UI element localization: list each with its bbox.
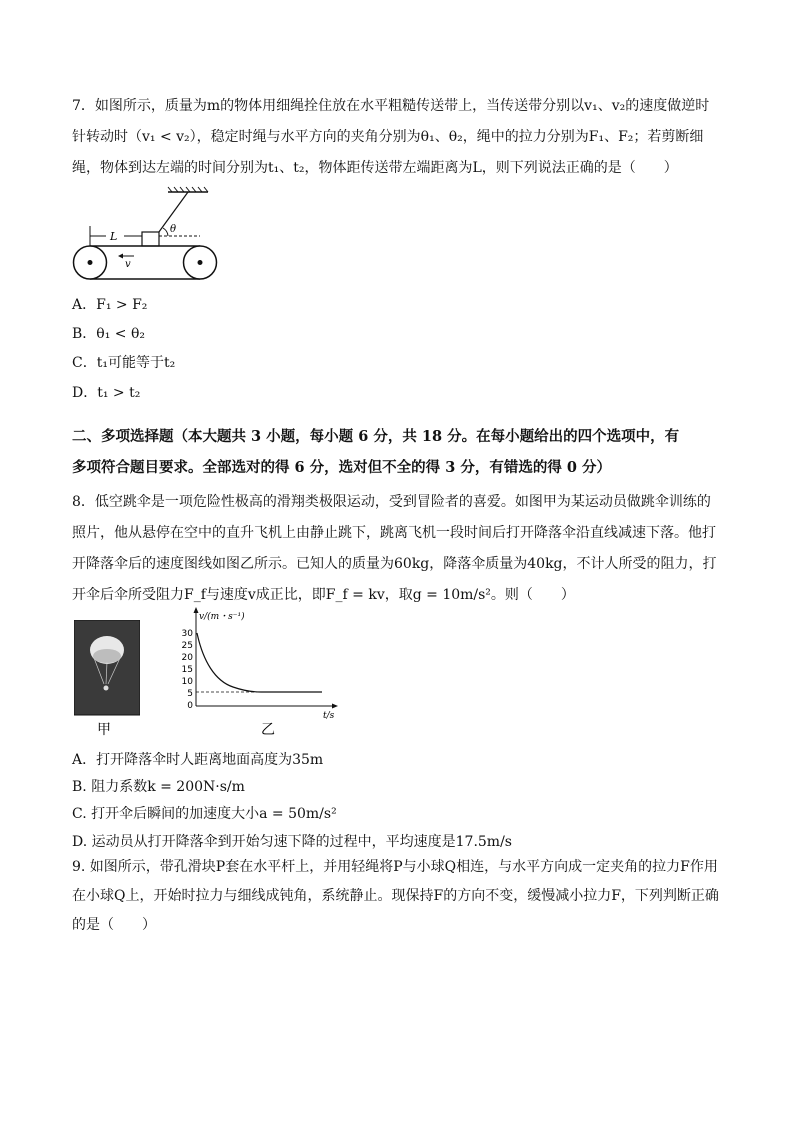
- graph-xlabel: t/s: [323, 711, 335, 721]
- y-tick-30: 30: [181, 629, 193, 639]
- q8-option-c: C. 打开伞后瞬间的加速度大小a = 50m/s²: [72, 806, 337, 822]
- y-tick-5: 5: [187, 689, 193, 699]
- q9-line-1: 9. 如图所示，带孔滑块P套在水平杆上，并用轻绳将P与小球Q相连，与水平方向成一定夹角的拉力F作用: [72, 859, 718, 875]
- parachute-photo: [74, 620, 140, 738]
- y-tick-0: 0: [187, 701, 193, 711]
- q9-line-3: 的是（ ）: [72, 917, 156, 933]
- theta-label: θ: [170, 224, 177, 235]
- q7-line-1: 7．如图所示，质量为m的物体用细绳拴住放在水平粗糙传送带上，当传送带分别以v₁、v₂的速度做逆时: [72, 98, 710, 114]
- q7-option-c: C．t₁可能等于t₂: [72, 355, 176, 371]
- section-2-heading: [72, 421, 732, 483]
- y-tick-25: 25: [181, 641, 193, 651]
- q7-line-2: 针转动时（v₁ < v₂），稳定时绳与水平方向的夹角分别为θ₁、θ₂，绳中的拉力分别为F₁、F₂；若剪断细: [72, 129, 704, 145]
- q8-line-2: 照片，他从悬停在空中的直升飞机上由静止跳下，跳离飞机一段时间后打开降落伞沿直线减速下落。他打: [72, 525, 716, 541]
- section-2-line-1: 二、多项选择题（本大题共 3 小题，每小题 6 分，共 18 分。在每小题给出的四个选项中，有: [72, 428, 680, 445]
- q7-option-a: A．F₁ > F₂: [72, 297, 148, 313]
- q8-option-d: D. 运动员从打开降落伞到开始匀速下降的过程中，平均速度是17.5m/s: [72, 834, 512, 850]
- q7-option-b: B．θ₁ < θ₂: [72, 326, 146, 342]
- y-tick-20: 20: [181, 653, 193, 663]
- velocity-label: v: [125, 259, 131, 270]
- section-2-line-2: 多项符合题目要求。全部选对的得 6 分，选对但不全的得 3 分，有错选的得 0 分）: [72, 459, 612, 476]
- question-9-stem: [72, 853, 732, 940]
- velocity-time-graph: [173, 603, 348, 738]
- q7-line-3: 绳，物体到达左端的时间分别为t₁、t₂，物体距传送带左端距离为L，则下列说法正确的是（ ）: [72, 160, 678, 176]
- figure-jia-label: 甲: [97, 722, 111, 738]
- question-8-stem: [72, 487, 732, 611]
- figure-yi-label: 乙: [261, 722, 275, 738]
- q8-line-4: 开伞后伞所受阻力F_f与速度v成正比，即F_f = kv，取g = 10m/s²。则（ ）: [72, 587, 575, 603]
- question-7-stem: [72, 91, 732, 184]
- graph-ylabel: v/(m・s⁻¹): [199, 612, 245, 622]
- velocity-curve: [197, 633, 322, 692]
- conveyor-belt-figure: [72, 186, 222, 284]
- q8-line-3: 开降落伞后的速度图线如图乙所示。已知人的质量为60kg，降落伞质量为40kg，不计人所受的阻力，打: [72, 556, 717, 572]
- q7-option-d: D．t₁ > t₂: [72, 385, 141, 401]
- y-tick-10: 10: [181, 677, 193, 687]
- q8-line-1: 8．低空跳伞是一项危险性极高的滑翔类极限运动，受到冒险者的喜爱。如图甲为某运动员做跳伞训练的: [72, 494, 711, 510]
- q8-option-a: A．打开降落伞时人距离地面高度为35m: [72, 752, 324, 768]
- block: [142, 232, 159, 246]
- length-label: L: [110, 230, 118, 243]
- q8-option-b: B. 阻力系数k = 200N·s/m: [72, 779, 245, 795]
- ceiling-hatch: [168, 187, 208, 192]
- q9-line-2: 在小球Q上，开始时拉力与细线成钝角，系统静止。现保持F的方向不变，缓慢减小拉力F，下列判断正确: [72, 888, 719, 904]
- y-tick-15: 15: [181, 665, 193, 675]
